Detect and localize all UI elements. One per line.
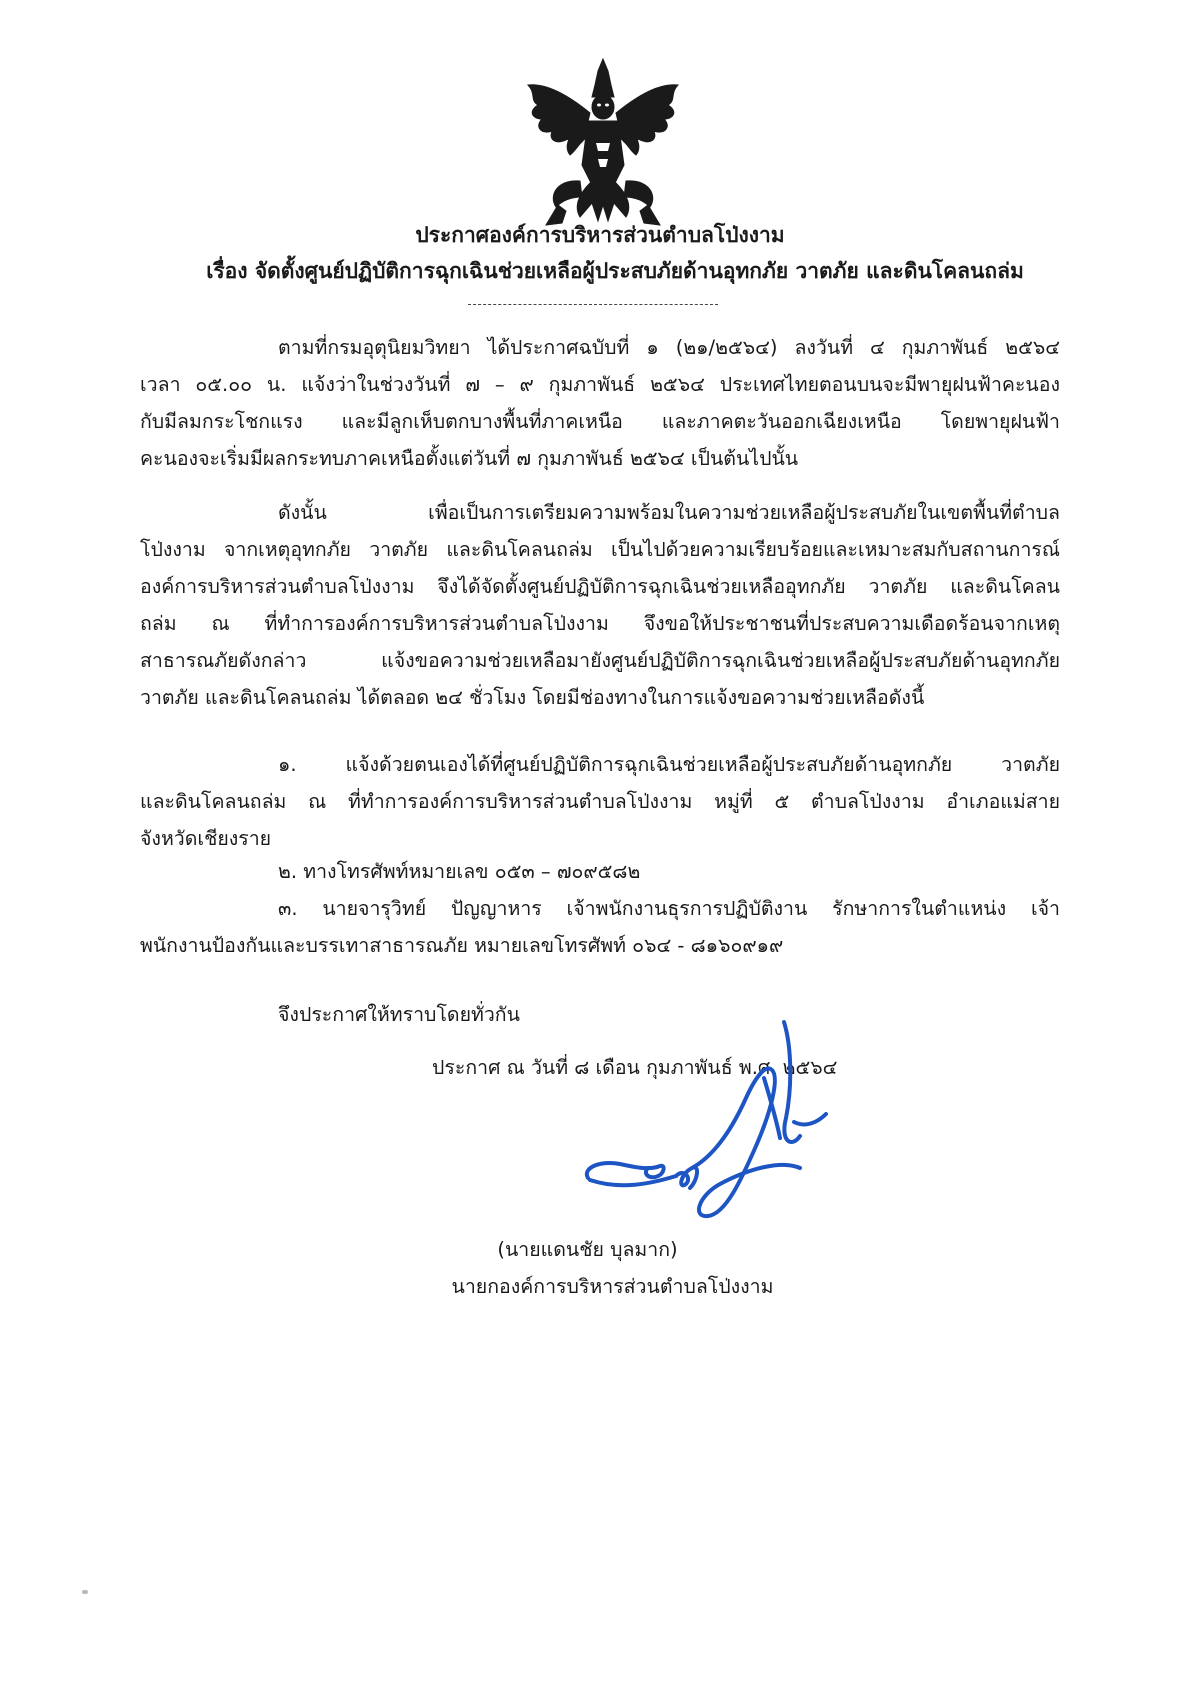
contact-item-1 bbox=[140, 746, 1060, 857]
paragraph-center-establishment bbox=[140, 494, 1060, 716]
text-line: วาตภัย และดินโคลนถล่ม ได้ตลอด ๒๔ ชั่วโมง โดยมีช่องทางในการแจ้งขอความช่วยเหลือดังนี้ bbox=[140, 686, 925, 709]
text-line: และดินโคลนถล่ม ณ ที่ทำการองค์การบริหารส่วนตำบลโป่งงาม หมู่ที่ ๕ ตำบลโป่งงาม อำเภอแม่สาย bbox=[140, 790, 1060, 813]
title-divider bbox=[468, 304, 718, 305]
signer-name: (นายแดนชัย บุลมาก) bbox=[497, 1238, 678, 1261]
text-line: คะนองจะเริ่มมีผลกระทบภาคเหนือตั้งแต่วันที่ ๗ กุมภาพันธ์ ๒๕๖๔ เป็นต้นไปนั้น bbox=[140, 447, 799, 470]
text-line: พนักงานป้องกันและบรรเทาสาธารณภัย หมายเลขโทรศัพท์ ๐๖๔ - ๘๑๖๐๙๑๙ bbox=[140, 934, 784, 957]
garuda-emblem-icon bbox=[518, 55, 688, 233]
text-line: สาธารณภัยดังกล่าว แจ้งขอความช่วยเหลือมายังศูนย์ปฏิบัติการฉุกเฉินช่วยเหลือผู้ประสบภัยด้านอุทกภัย bbox=[140, 649, 1060, 672]
announcement-subject: เรื่อง จัดตั้งศูนย์ปฏิบัติการฉุกเฉินช่วยเหลือผู้ประสบภัยด้านอุทกภัย วาตภัย และดินโคลนถล่ม bbox=[206, 259, 1024, 283]
text-line: เวลา ๐๕.๐๐ น. แจ้งว่าในช่วงวันที่ ๗ – ๙ กุมภาพันธ์ ๒๕๖๔ ประเทศไทยตอนบนจะมีพายุฝนฟ้าคะนอง bbox=[140, 373, 1060, 396]
text-line: ดังนั้น เพื่อเป็นการเตรียมความพร้อมในความช่วยเหลือผู้ประสบภัยในเขตพื้นที่ตำบล bbox=[278, 501, 1060, 524]
text-line: กับมีลมกระโชกแรง และมีลูกเห็บตกบางพื้นที่ภาคเหนือ และภาคตะวันออกเฉียงเหนือ โดยพายุฝนฟ้า bbox=[140, 410, 1060, 433]
paragraph-weather-notice bbox=[140, 329, 1060, 477]
text-line: จึงประกาศให้ทราบโดยทั่วกัน bbox=[278, 1003, 520, 1026]
text-line: ๓. นายจารุวิทย์ ปัญญาหาร เจ้าพนักงานธุรการปฏิบัติงาน รักษาการในตำแหน่ง เจ้า bbox=[278, 897, 1060, 920]
text-line: จังหวัดเชียงราย bbox=[140, 827, 272, 850]
text-line: โป่งงาม จากเหตุอุทกภัย วาตภัย และดินโคลนถล่ม เป็นไปด้วยความเรียบร้อยและเหมาะสมกับสถานการณ์ bbox=[140, 538, 1060, 561]
text-line: องค์การบริหารส่วนตำบลโป่งงาม จึงได้จัดตั้งศูนย์ปฏิบัติการฉุกเฉินช่วยเหลืออุทกภัย วาตภัย และดินโคลน bbox=[140, 575, 1060, 598]
scan-speck bbox=[82, 1590, 88, 1594]
text-line: ตามที่กรมอุตุนิยมวิทยา ได้ประกาศฉบับที่ ๑ (๒๑/๒๕๖๔) ลงวันที่ ๔ กุมภาพันธ์ ๒๕๖๔ bbox=[278, 336, 1060, 359]
text-line: ถล่ม ณ ที่ทำการองค์การบริหารส่วนตำบลโป่งงาม จึงขอให้ประชาชนที่ประสบความเดือดร้อนจากเหตุ bbox=[140, 612, 1060, 635]
contact-item-3 bbox=[140, 890, 1060, 964]
contact-item-2 bbox=[140, 853, 1060, 890]
announcement-title: ประกาศองค์การบริหารส่วนตำบลโป่งงาม bbox=[415, 223, 785, 247]
signer-position: นายกองค์การบริหารส่วนตำบลโป่งงาม bbox=[451, 1275, 774, 1298]
announcement-date: ประกาศ ณ วันที่ ๘ เดือน กุมภาพันธ์ พ.ศ. ๒๕๖๔ bbox=[432, 1056, 838, 1079]
handwritten-signature-icon bbox=[580, 1018, 880, 1248]
text-line: ๒. ทางโทรศัพท์หมายเลข ๐๕๓ – ๗๐๙๕๘๒ bbox=[278, 860, 641, 883]
text-line: ๑. แจ้งด้วยตนเองได้ที่ศูนย์ปฏิบัติการฉุกเฉินช่วยเหลือผู้ประสบภัยด้านอุทกภัย วาตภัย bbox=[278, 753, 1060, 776]
